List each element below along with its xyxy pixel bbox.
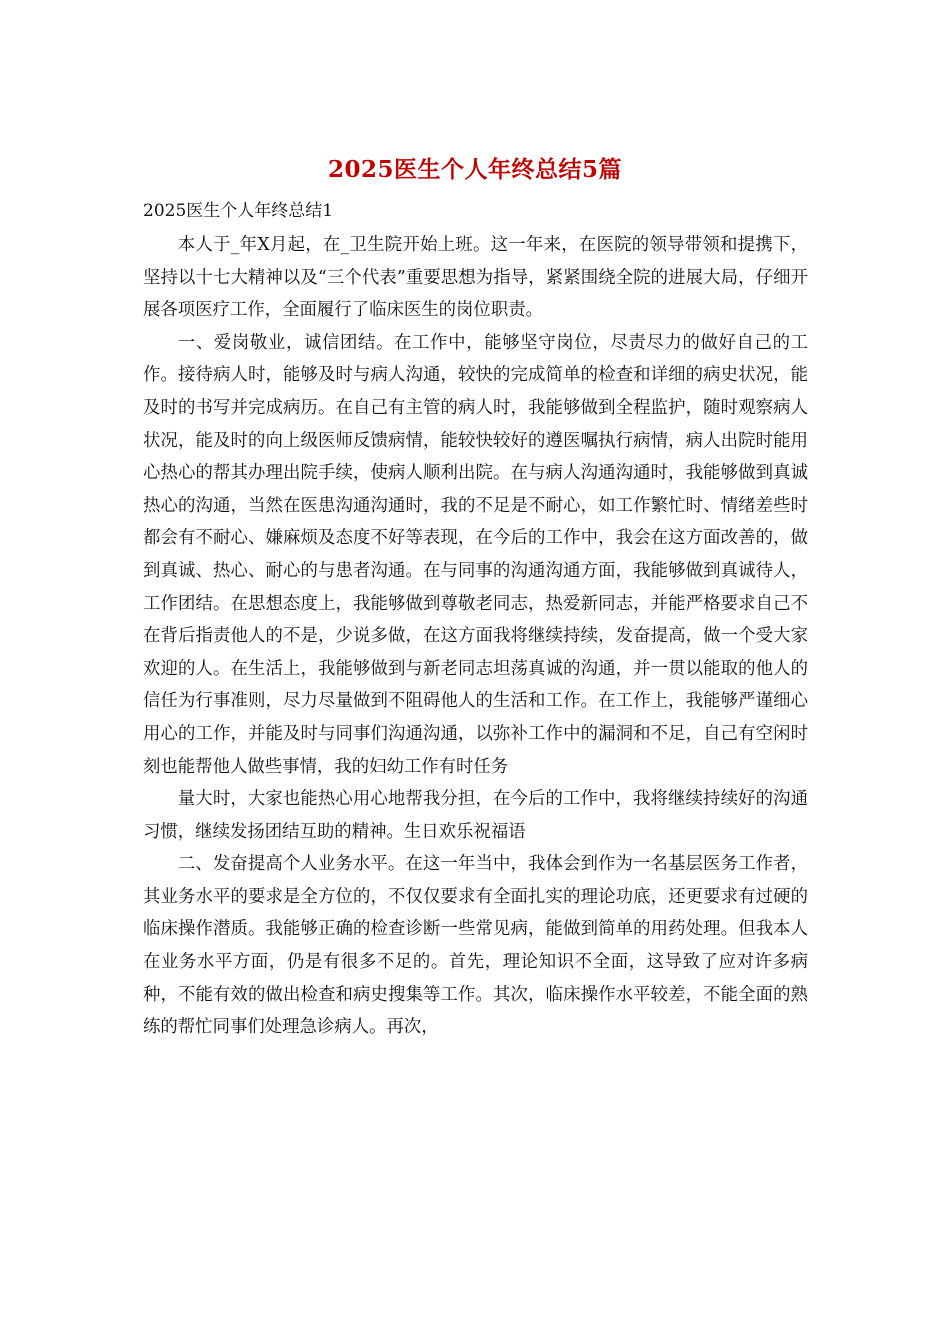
document-body: [143, 229, 808, 1044]
paragraph-section-one: 一、爱岗敬业，诚信团结。在工作中，能够坚守岗位，尽责尽力的做好自己的工作。接待病人时，能够及时与病人沟通，较快的完成简单的检查和详细的病史状况，能及时的书写并完成病历。在自己有主管的病人时，我能够做到全程监护，随时观察病人状况，能及时的向上级医师反馈病情，能较快较好的遵医嘱执行病情，病人出院时能用心热心的帮其办理出院手续，使病人顺利出院。在与病人沟通沟通时，我能够做到真诚热心的沟通，当然在医患沟通沟通时，我的不足是不耐心，如工作繁忙时、情绪差些时都会有不耐心、嫌麻烦及态度不好等表现，在今后的工作中，我会在这方面改善的，做到真诚、热心、耐心的与患者沟通。在与同事的沟通沟通方面，我能够做到真诚待人，工作团结。在思想态度上，我能够做到尊敬老同志，热爱新同志，并能严格要求自己不在背后指责他人的不是，少说多做，在这方面我将继续持续，发奋提高，做一个受大家欢迎的人。在生活上，我能够做到与新老同志坦荡真诚的沟通，并一贯以能取的他人的信任为行事准则，尽力尽量做到不阻碍他人的生活和工作。在工作上，我能够严谨细心用心的工作，并能及时与同事们沟通沟通，以弥补工作中的漏洞和不足，自己有空闲时刻也能帮他人做些事情，我的妇幼工作有时任务: [143, 332, 808, 777]
paragraph-section-one-continued: 量大时，大家也能热心用心地帮我分担，在今后的工作中，我将继续持续好的沟通习惯，继续发扬团结互助的精神。生日欢乐祝福语: [143, 789, 808, 842]
paragraph-intro: 本人于_年X月起，在_卫生院开始上班。这一年来，在医院的领导带领和提携下，坚持以十七大精神以及“三个代表”重要思想为指导，紧紧围绕全院的进展大局，仔细开展各项医疗工作，全面履行了临床医生的岗位职责。: [143, 235, 808, 321]
section-subheading: 2025医生个人年终总结1: [143, 201, 334, 221]
document-title: 2025医生个人年终总结5篇: [327, 156, 623, 183]
paragraph-section-two: 二、发奋提高个人业务水平。在这一年当中，我体会到作为一名基层医务工作者，其业务水平的要求是全方位的，不仅仅要求有全面扎实的理论功底，还更要求有过硬的临床操作潜质。我能够正确的检查诊断一些常见病，能做到简单的用药处理。但我本人在业务水平方面，仍是有很多不足的。首先，理论知识不全面，这导致了应对许多病种，不能有效的做出检查和病史搜集等工作。其次，临床操作水平较差，不能全面的熟练的帮忙同事们处理急诊病人。再次，: [143, 854, 808, 1038]
